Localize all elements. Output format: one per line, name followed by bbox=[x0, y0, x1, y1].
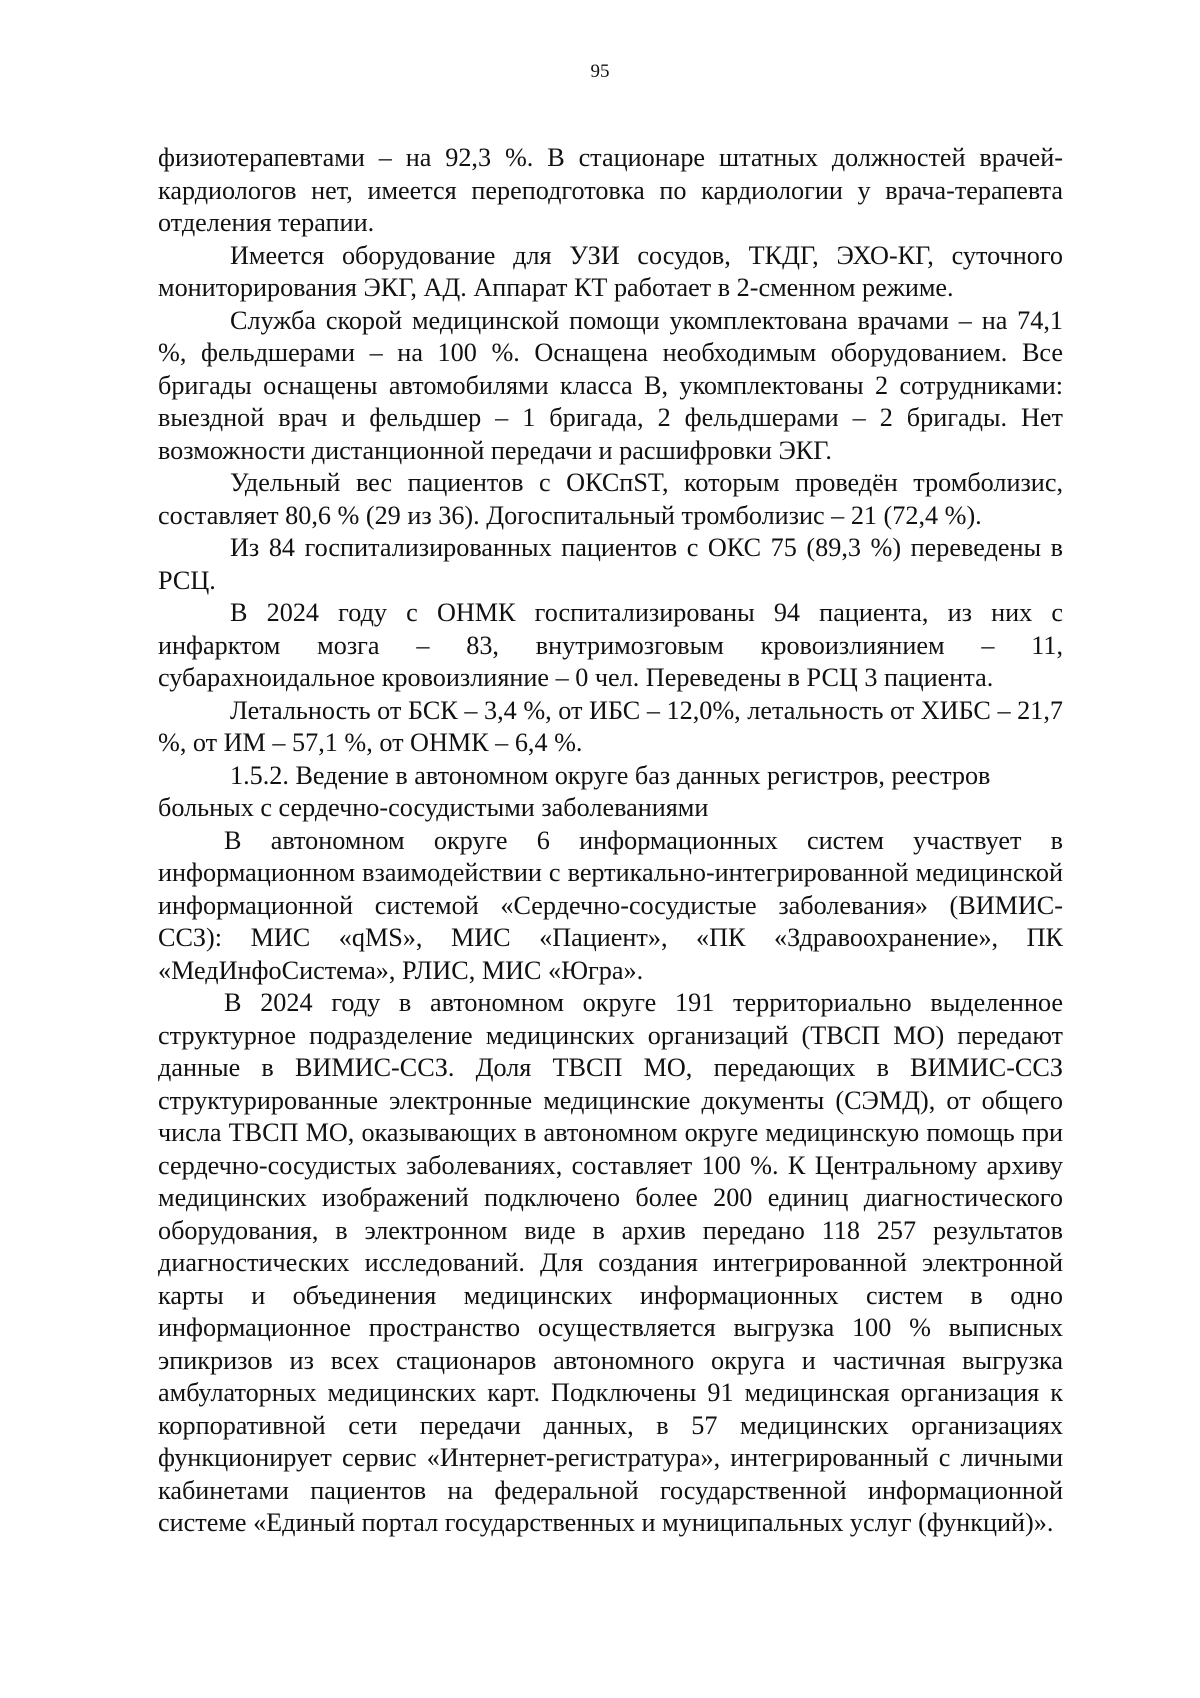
paragraph-vimis-integration: В 2024 году в автономном округе 191 территориально выделенное структурное подразделение медицинских организаций (ТВСП МО) передают данные в ВИМИС-ССЗ. Доля ТВСП МО, передающих в ВИМИС-ССЗ структурированные электронные медицинские документы (СЭМД), от общего числа ТВСП МО, оказывающих в автономном округе медицинскую помощь при сердечно-сосудистых заболеваниях, составляет 100 %. К Центральному архиву медицинских изображений подключено более 200 единиц диагностического оборудования, в электронном виде в архив передано 118 257 результатов диагностических исследований. Для создания интегрированной электронной карты и объединения медицинских информационных систем в одно информационное пространство осуществляется выгрузка 100 % выписных эпикризов из всех стационаров автономного округа и частичная выгрузка амбулаторных медицинских карт. Подключены 91 медицинская организация к корпоративной сети передачи данных, в 57 медицинских организациях функционирует сервис «Интернет-регистратура», интегрированный с личными кабинетами пациентов на федеральной государственной информационной системе «Единый портал государственных и муниципальных услуг (функций)». bbox=[158, 988, 1063, 1537]
paragraph-mortality: Летальность от БСК – 3,4 %, от ИБС – 12,0%, летальность от ХИБС – 21,7 %, от ИМ – 57,1 %, от ОНМК – 6,4 %. bbox=[158, 695, 1063, 757]
document-body bbox=[158, 142, 1063, 1540]
paragraph-stroke-hospitalizations: В 2024 году с ОНМК госпитализированы 94 пациента, из них с инфарктом мозга – 83, внутримозговым кровоизлиянием – 11, субарахноидальное кровоизлияние – 0 чел. Переведены в РСЦ 3 пациента. bbox=[158, 598, 1063, 692]
section-heading-1-5-2: 1.5.2. Ведение в автономном округе баз данных регистров, реестров больных с сердечно-сосудистыми заболеваниями bbox=[158, 760, 991, 822]
paragraph-equipment: Имеется оборудование для УЗИ сосудов, ТКДГ, ЭХО-КГ, суточного мониторирования ЭКГ, АД. Аппарат КТ работает в 2-сменном режиме. bbox=[158, 240, 1063, 302]
paragraph-ambulance-service: Служба скорой медицинской помощи укомплектована врачами – на 74,1 %, фельдшерами – на 100 %. Оснащена необходимым оборудованием. Все бригады оснащены автомобилями класса В, укомплектованы 2 сотрудниками: выездной врач и фельдшер – 1 бригада, 2 фельдшерами – 2 бригады. Нет возможности дистанционной передачи и расшифровки ЭКГ. bbox=[158, 305, 1063, 465]
paragraph-thrombolysis: Удельный вес пациентов с ОКСпST, которым проведён тромболизис, составляет 80,6 % (29 из 36). Догоспитальный тромболизис – 21 (72,4 %). bbox=[158, 468, 1063, 530]
paragraph-acs-transfers: Из 84 госпитализированных пациентов с ОКС 75 (89,3 %) переведены в РСЦ. bbox=[158, 533, 1063, 595]
page-number: 95 bbox=[590, 61, 610, 82]
paragraph-continuation: физиотерапевтами – на 92,3 %. В стационаре штатных должностей врачей-кардиологов нет, имеется переподготовка по кардиологии у врача-терапевта отделения терапии. bbox=[158, 143, 1063, 237]
paragraph-information-systems: В автономном округе 6 информационных систем участвует в информационном взаимодействии с вертикально-интегрированной медицинской информационной системой «Сердечно-сосудистые заболевания» (ВИМИС-ССЗ): МИС «qMS», МИС «Пациент», «ПК «Здравоохранение», ПК «МедИнфоСистема», РЛИС, МИС «Югра». bbox=[158, 825, 1063, 985]
